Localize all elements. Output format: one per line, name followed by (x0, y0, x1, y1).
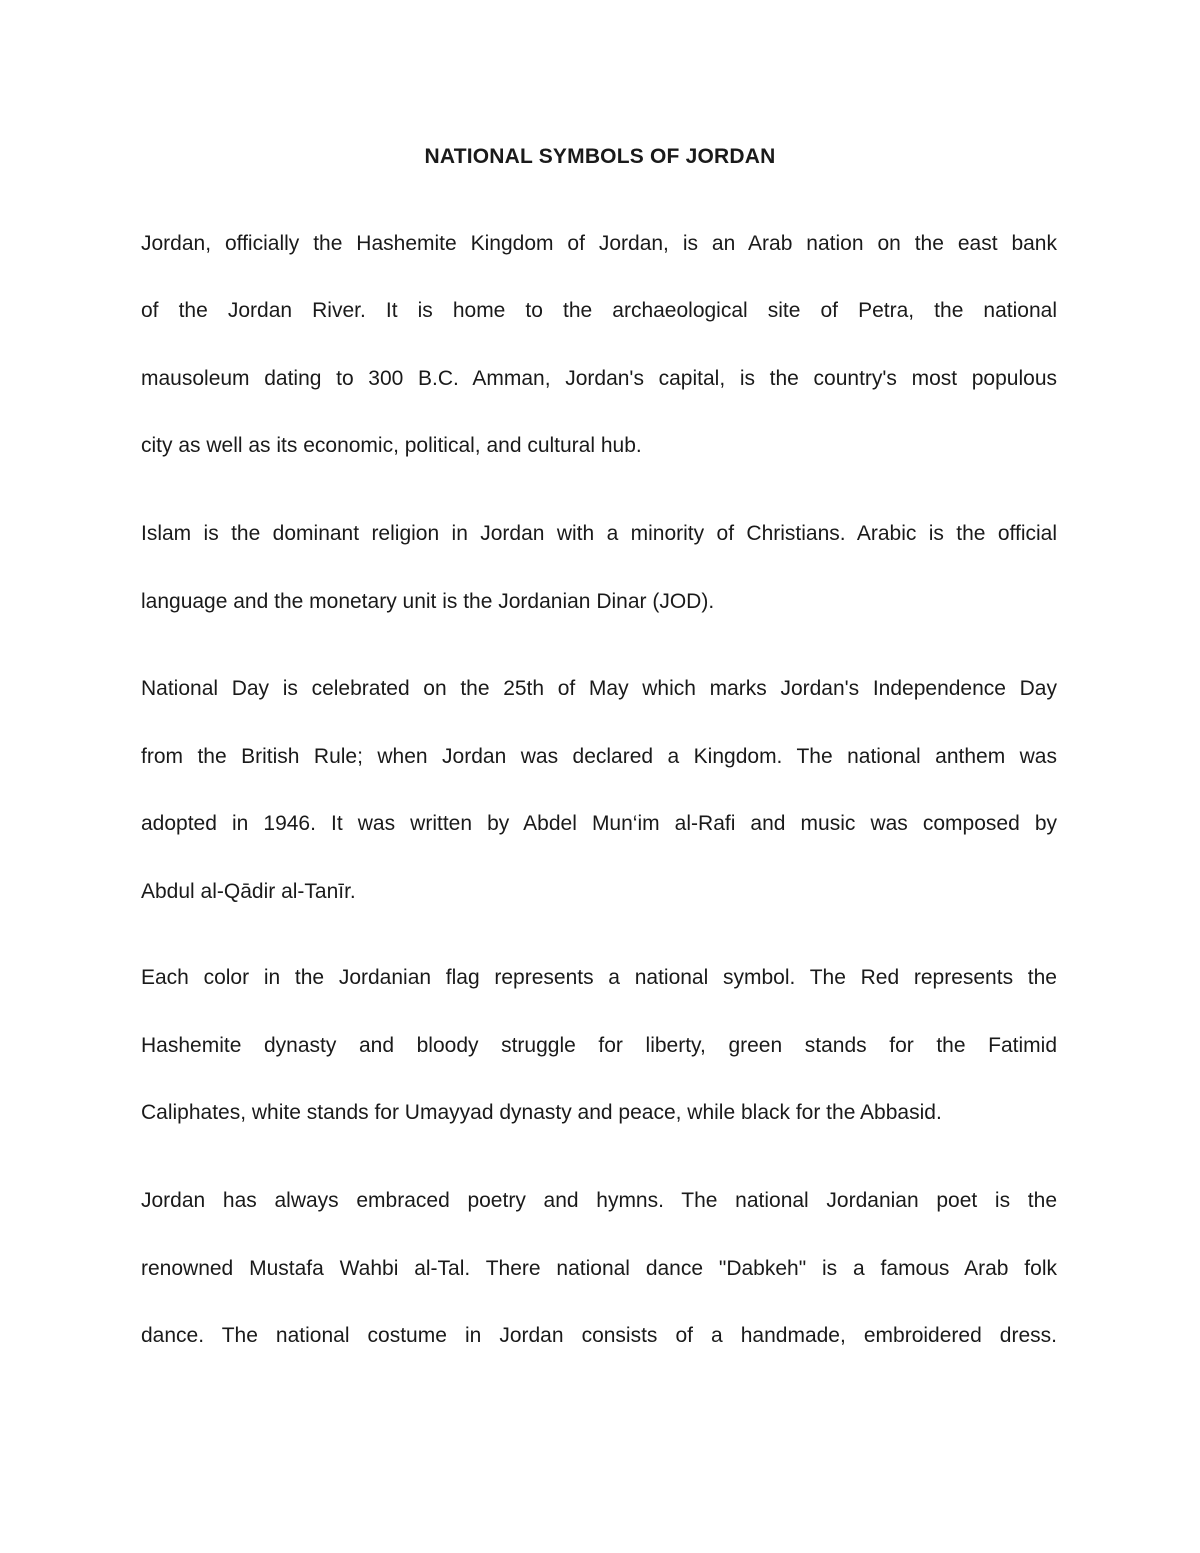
paragraph-2-line-2: language and the monetary unit is the Jordanian Dinar (JOD). (141, 590, 715, 613)
paragraph-1-line-3: mausoleum dating to 300 B.C. Amman, Jordan's capital, is the country's most populous (141, 367, 1057, 390)
paragraph-4-line-1: Each color in the Jordanian flag represents a national symbol. The Red represents the (141, 966, 1057, 989)
paragraph-3-line-4: Abdul al-Qādir al-Tanīr. (141, 880, 356, 903)
paragraph-3-line-1: National Day is celebrated on the 25th of May which marks Jordan's Independence Day (141, 677, 1057, 700)
paragraph-1-line-1: Jordan, officially the Hashemite Kingdom of Jordan, is an Arab nation on the east bank (141, 232, 1057, 255)
paragraph-5-line-3: dance. The national costume in Jordan consists of a handmade, embroidered dress. (141, 1324, 1057, 1347)
paragraph-4-line-3: Caliphates, white stands for Umayyad dynasty and peace, while black for the Abbasid. (141, 1101, 942, 1124)
paragraph-3-line-2: from the British Rule; when Jordan was declared a Kingdom. The national anthem was (141, 745, 1057, 768)
paragraph-4-line-2: Hashemite dynasty and bloody struggle for liberty, green stands for the Fatimid (141, 1034, 1057, 1057)
paragraph-1-line-4: city as well as its economic, political, and cultural hub. (141, 434, 642, 457)
paragraph-3-line-3: adopted in 1946. It was written by Abdel Mun‘im al-Rafi and music was composed by (141, 812, 1057, 835)
paragraph-5-line-1: Jordan has always embraced poetry and hymns. The national Jordanian poet is the (141, 1189, 1057, 1212)
paragraph-5-line-2: renowned Mustafa Wahbi al-Tal. There national dance "Dabkeh" is a famous Arab folk (141, 1257, 1057, 1280)
paragraph-1-line-2: of the Jordan River. It is home to the archaeological site of Petra, the national (141, 299, 1057, 322)
paragraph-2-line-1: Islam is the dominant religion in Jordan with a minority of Christians. Arabic is the official (141, 522, 1057, 545)
document-title: NATIONAL SYMBOLS OF JORDAN (424, 145, 776, 168)
